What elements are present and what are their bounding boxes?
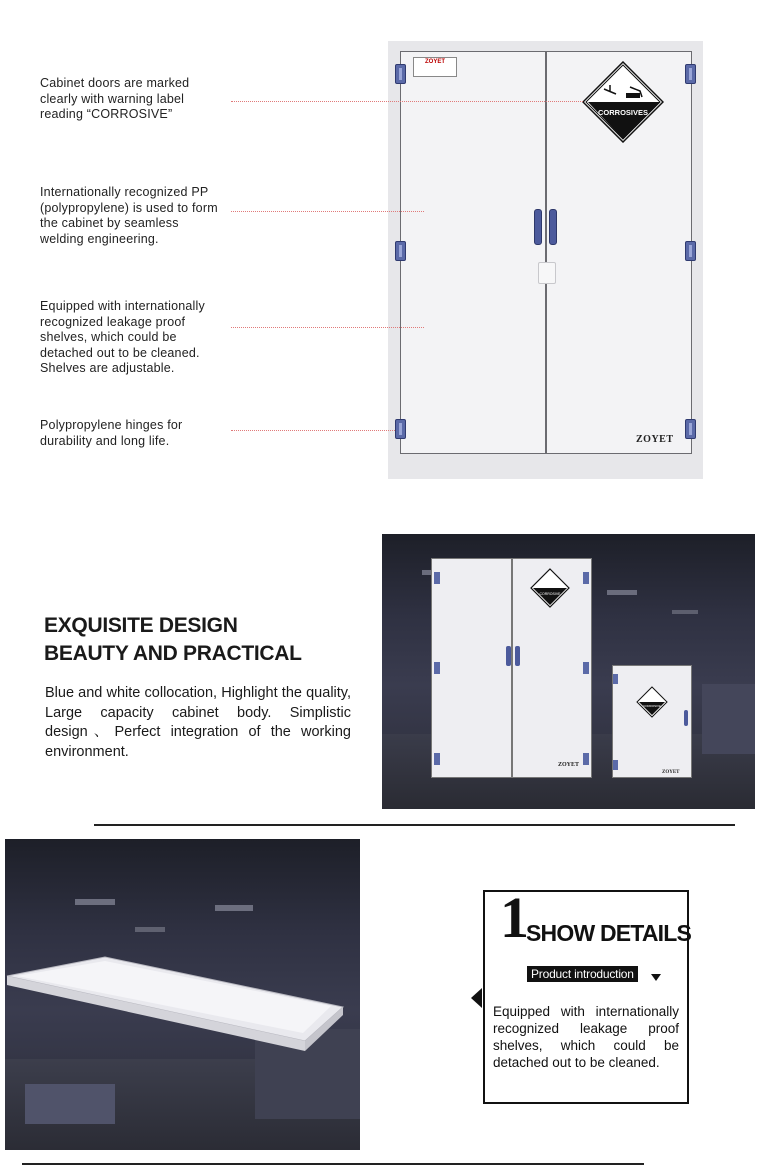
corrosive-warning-sign: [582, 61, 664, 143]
small-corrosive-sign: [636, 686, 668, 718]
leader-line: [231, 327, 424, 328]
detail-title: SHOW DETAILS: [526, 920, 692, 946]
svg-text:CORROSIVE: CORROSIVE: [642, 704, 662, 708]
leader-line: [231, 211, 424, 212]
pointer-triangle: [471, 988, 482, 1008]
section-divider: [94, 824, 735, 826]
hinge: [395, 241, 406, 261]
leader-line: [231, 101, 583, 102]
lab-photo-shelf: [5, 839, 360, 1150]
cabinet-door-split: [545, 51, 547, 454]
detail-description: Equipped with internationally recognized leakage proof shelves, which could be detached out to be cleaned.: [493, 1004, 679, 1070]
cabinet-nameplate: ZOYET: [413, 57, 457, 77]
heading-beauty-practical: BEAUTY AND PRACTICAL: [44, 642, 302, 665]
lab-photo-cabinets: [382, 534, 755, 809]
hinge: [685, 241, 696, 261]
callout-hinges: Polypropylene hinges for durability and long life.: [40, 418, 183, 448]
small-cabinet: [612, 665, 692, 778]
hinge: [395, 64, 406, 84]
hinge: [685, 419, 696, 439]
warning-label: CORROSIVES: [597, 108, 649, 117]
bottom-divider: [22, 1163, 644, 1165]
heading-exquisite-design: EXQUISITE DESIGN: [44, 614, 238, 637]
hinge: [685, 64, 696, 84]
cabinet-brand: ZOYET: [636, 434, 674, 445]
small-cabinet-brand: ZOYET: [662, 770, 680, 775]
hinge: [395, 419, 406, 439]
svg-text:CORROSIVE: CORROSIVE: [539, 592, 561, 596]
large-cabinet-brand: ZOYET: [558, 762, 580, 768]
callout-polypropylene: Internationally recognized PP (polypropylene) is used to form the cabinet by seamless welding engineering.: [40, 185, 218, 246]
callout-warning-label: Cabinet doors are marked clearly with warning label reading “CORROSIVE”: [40, 76, 190, 121]
detail-number: 1: [500, 885, 529, 950]
door-handle-right: [549, 209, 557, 245]
product-introduction-tag: Product introduction: [527, 966, 638, 982]
caret-down-icon: [651, 974, 661, 981]
door-handle-left: [534, 209, 542, 245]
callout-shelves: Equipped with internationally recognized leakage proof shelves, which could be detached out to be cleaned. Shelves are adjustable.: [40, 299, 205, 375]
leader-line: [231, 430, 395, 431]
leakage-proof-shelf: [5, 951, 345, 1051]
design-description: Blue and white collocation, Highlight the quality, Large capacity cabinet body. Simplistic design、Perfect integration of the working environment.: [45, 685, 351, 760]
door-lock: [538, 262, 556, 284]
large-corrosive-sign: [530, 568, 570, 608]
